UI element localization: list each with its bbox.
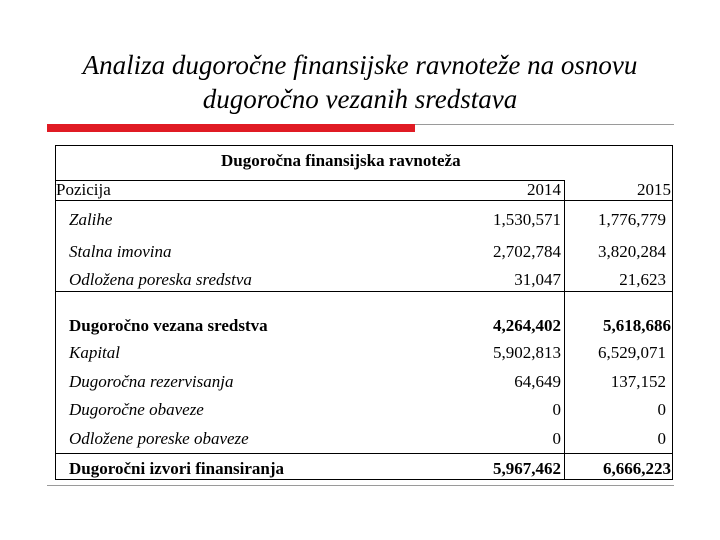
balance-table: [55, 145, 673, 480]
column-divider: [564, 180, 565, 479]
slide-title: [30, 48, 690, 116]
value-2015: 5,618,686: [603, 316, 671, 335]
row-label: Kapital: [69, 343, 121, 362]
row-label: Stalna imovina: [69, 242, 172, 261]
value-2014: 64,649: [514, 372, 561, 391]
row-label: Odložene poreske obaveze: [69, 429, 249, 448]
value-2015: 21,623: [619, 270, 666, 289]
value-2015: 6,529,071: [598, 343, 666, 362]
row-label: Odložena poreska sredstva: [69, 270, 252, 289]
value-2014: 1,530,571: [493, 210, 561, 229]
value-2015: 3,820,284: [598, 242, 666, 261]
row-label: Dugoročne obaveze: [69, 400, 204, 419]
column-header-divider: [56, 200, 672, 201]
assets-section-divider: [56, 291, 672, 292]
value-2015: 0: [657, 400, 666, 419]
column-header-2015: 2015: [637, 180, 671, 199]
footer-divider-line: [47, 485, 674, 486]
table-header: Dugoročna finansijska ravnoteža: [221, 151, 461, 170]
value-2014: 0: [552, 429, 561, 448]
value-2015: 1,776,779: [598, 210, 666, 229]
slide-title-line-2: dugoročno vezanih sredstava: [202, 84, 518, 114]
column-header-position: Pozicija: [56, 180, 111, 199]
title-divider-line: [415, 124, 674, 125]
title-accent-bar: [47, 124, 415, 132]
row-label-total: Dugoročni izvori finansiranja: [69, 459, 285, 478]
row-label: Dugoročna rezervisanja: [69, 372, 234, 391]
value-2014: 0: [552, 400, 561, 419]
row-label-subtotal: Dugoročno vezana sredstva: [69, 316, 268, 335]
slide-title-line-1: Analiza dugoročne finansijske ravnoteže na osnovu: [82, 50, 638, 80]
value-2015: 6,666,223: [603, 459, 671, 478]
value-2014: 5,902,813: [493, 343, 561, 362]
value-2015: 137,152: [610, 372, 666, 391]
column-header-2014: 2014: [527, 180, 561, 199]
value-2015: 0: [657, 429, 666, 448]
value-2014: 5,967,462: [493, 459, 561, 478]
value-2014: 31,047: [514, 270, 561, 289]
value-2014: 4,264,402: [493, 316, 561, 335]
row-label: Zalihe: [69, 210, 113, 229]
sources-total-divider: [56, 453, 672, 454]
value-2014: 2,702,784: [493, 242, 561, 261]
